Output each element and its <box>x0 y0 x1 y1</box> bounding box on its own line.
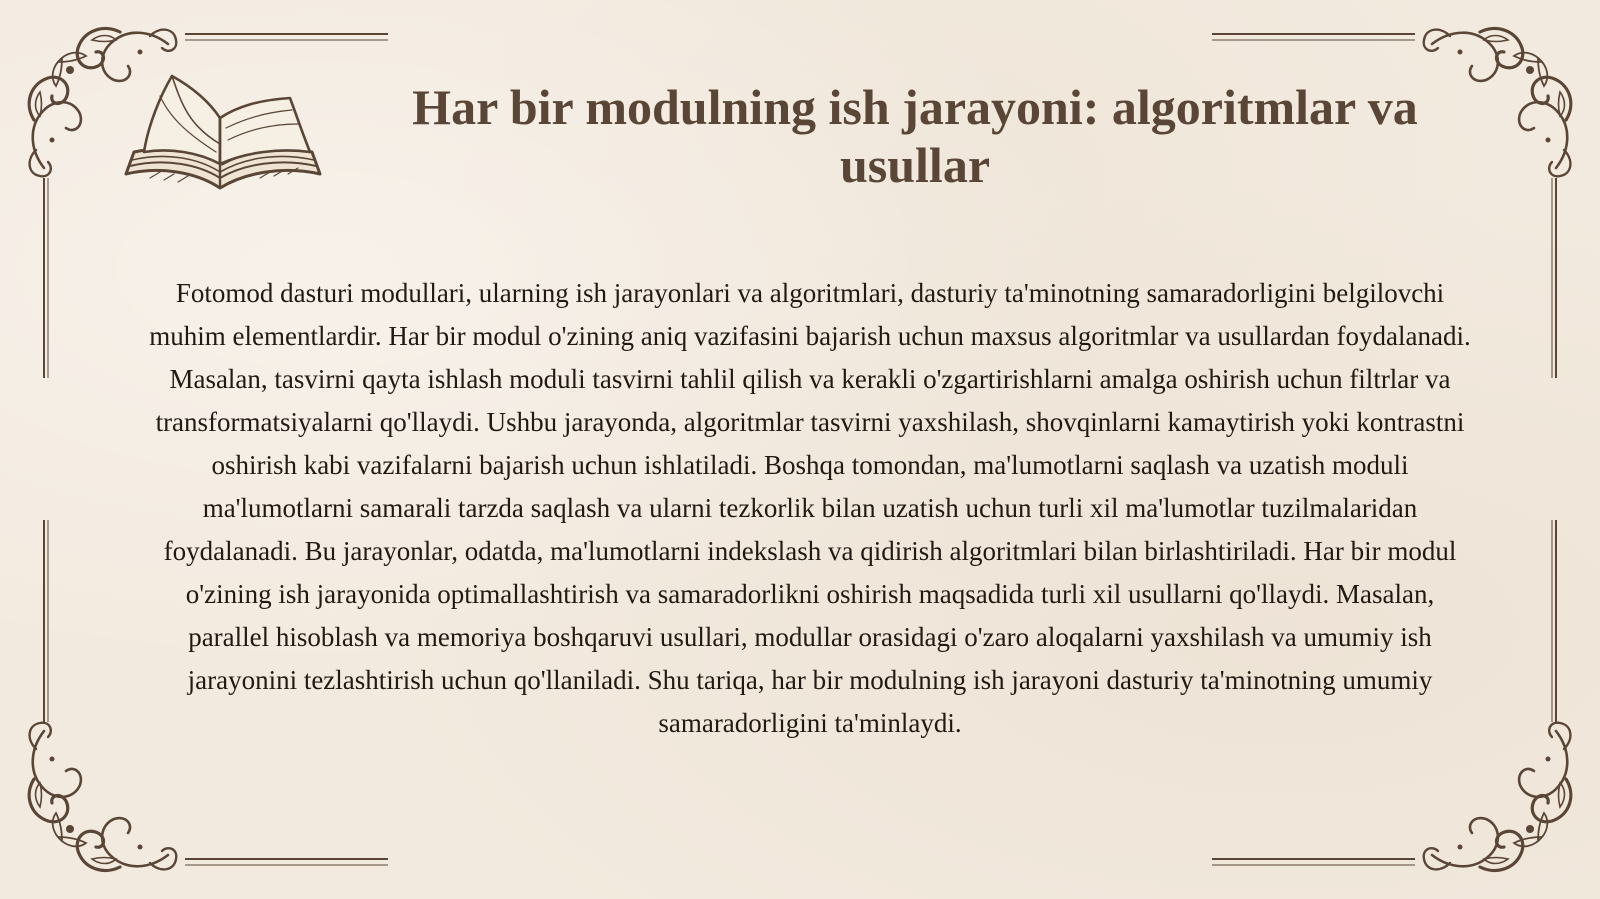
slide-title: Har bir modulning ish jarayoni: algoritmlar va usullar <box>412 79 1418 193</box>
body-paragraph: Fotomod dasturi modullari, ularning ish jarayonlari va algoritmlari, dasturiy ta'minotning samaradorligini belgilovchi muhim elementlardir. Har bir modul o'zining aniq vazifasini bajarish uchun maxsus algoritmlar va usullardan foydalanadi. Masalan, tasvirni qayta ishlash moduli tasvirni tahlil qilish va kerakli o'zgartirishlarni amalga oshirish uchun filtrlar va transformatsiyalarni qo'llaydi. Ushbu jarayonda, algoritmlar tasvirni yaxshilash, shovqinlarni kamaytirish yoki kontrastni oshirish kabi vazifalarni bajarish uchun ishlatiladi. Boshqa tomondan, ma'lumotlarni saqlash va uzatish moduli ma'lumotlarni samarali tarzda saqlash va ularni tezkorlik bilan uzatish uchun turli xil ma'lumotlar tuzilmalaridan foydalanadi. Bu jarayonlar, odatda, ma'lumotlarni indekslash va qidirish algoritmlari bilan birlashtiriladi. Har bir modul o'zining ish jarayonida optimallashtirish va samaradorlikni oshirish maqsadida turli xil usullarni qo'llaydi. Masalan, parallel hisoblash va memoriya boshqaruvi usullari, modullar orasidagi o'zaro aloqalarni yaxshilash va umumiy ish jarayonini tezlashtirish uchun qo'llaniladi. Shu tariqa, har bir modulning ish jarayoni dasturiy ta'minotning umumiy samaradorligini ta'minlaydi. <box>149 278 1471 738</box>
open-book-icon <box>120 66 326 198</box>
